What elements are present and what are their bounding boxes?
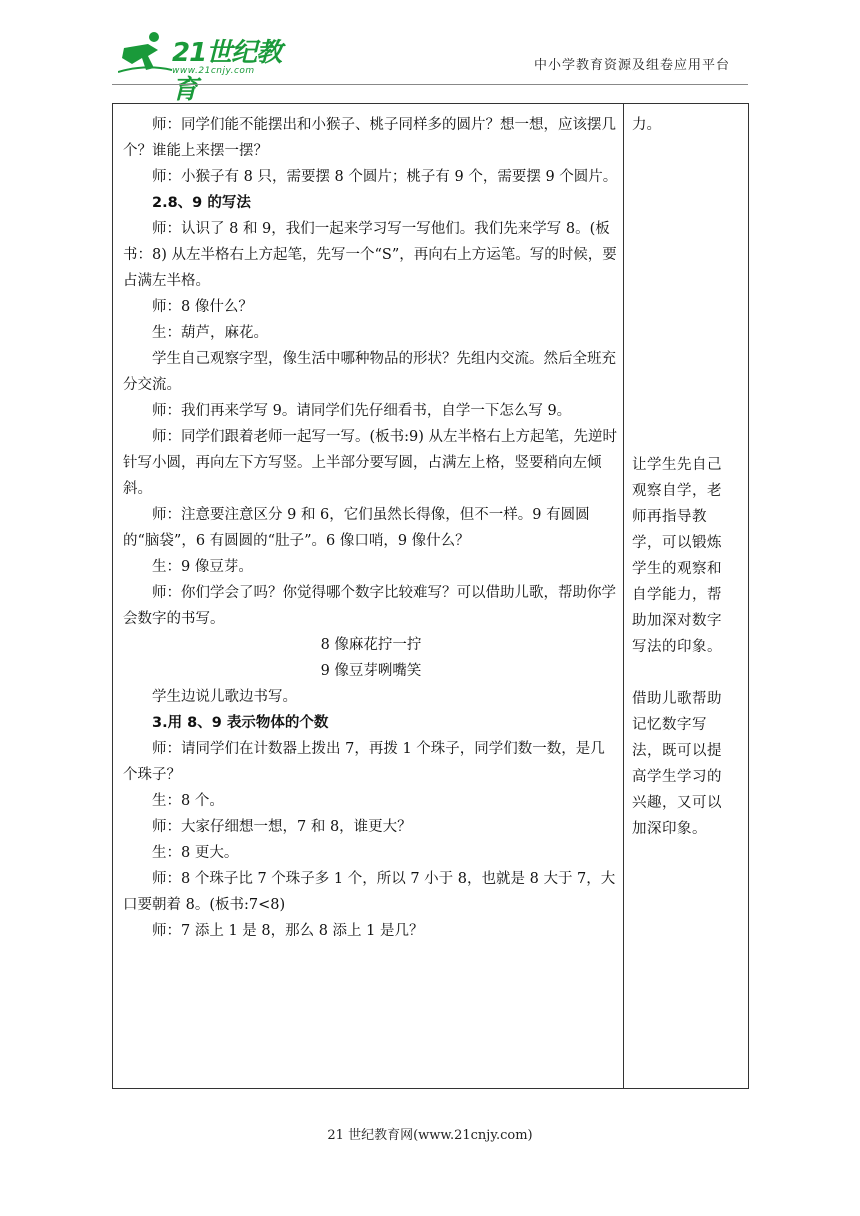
rhyme-line: 8 像麻花拧一拧	[320, 637, 422, 653]
paragraph: 学生边说儿歌边书写。	[152, 689, 297, 705]
paragraph: 师：你们学会了吗？你觉得哪个数字比较难写？可以借助儿歌，帮助你学会数字的书写。	[123, 585, 616, 627]
logo-url: www.21cnjy.com	[172, 66, 255, 76]
paragraph: 师：7 添上 1 是 8，那么 8 添上 1 是几？	[152, 923, 424, 939]
lesson-table	[112, 103, 749, 1089]
paragraph: 师：注意要注意区分 9 和 6，它们虽然长得像，但不一样。9 有圆圆的“脑袋”，6 有圆圆的“肚子”。6 像口哨，9 像什么？	[123, 507, 590, 549]
paragraph: 师：认识了 8 和 9，我们一起来学习写一写他们。我们先来学写 8。(板书：8) 从左半格右上方起笔，先写一个“S”，再向右上方运笔。写的时候，要占满左半格。	[123, 221, 617, 289]
note-line: 借助儿歌帮助	[632, 691, 722, 707]
header-rule	[112, 84, 748, 85]
paragraph: 师：8 像什么？	[152, 299, 253, 315]
paragraph: 师：8 个珠子比 7 个珠子多 1 个，所以 7 小于 8，也就是 8 大于 7，大口要朝着 8。(板书:7<8)	[123, 871, 616, 913]
design-intent-note-2	[632, 452, 744, 660]
note-line: 师再指导教	[632, 509, 707, 525]
paragraph: 师：小猴子有 8 只，需要摆 8 个圆片；桃子有 9 个，需要摆 9 个圆片。	[152, 169, 618, 185]
note-line: 高学生学习的	[632, 769, 722, 785]
teaching-process-column	[123, 112, 619, 944]
paragraph: 生：9 像豆芽。	[152, 559, 253, 575]
paragraph: 师：同学们能不能摆出和小猴子、桃子同样多的圆片？想一想，应该摆几个？谁能上来摆一摆？	[123, 117, 616, 159]
note-line: 学，可以锻炼	[632, 535, 722, 551]
note-line: 观察自学，老	[632, 483, 722, 499]
paragraph: 生：8 更大。	[152, 845, 239, 861]
page-footer: 21 世纪教育网(www.21cnjy.com)	[327, 1128, 533, 1143]
paragraph: 师：同学们跟着老师一起写一写。(板书:9) 从左半格右上方起笔，先逆时针写小圆，再向左下方写竖。上半部分要写圆，占满左上格，竖要稍向左倾斜。	[123, 429, 618, 497]
note-line: 让学生先自己	[632, 457, 722, 473]
paragraph: 生：8 个。	[152, 793, 224, 809]
note-line: 法，既可以提	[632, 743, 722, 759]
note-line: 写法的印象。	[632, 639, 722, 655]
section-heading: 2.8、9 的写法	[152, 195, 251, 211]
note-line: 力。	[632, 117, 661, 133]
site-logo	[118, 28, 283, 105]
paragraph: 师：我们再来学写 9。请同学们先仔细看书，自学一下怎么写 9。	[152, 403, 572, 419]
paragraph: 学生自己观察字型，像生活中哪种物品的形状？先组内交流。然后全班充分交流。	[123, 351, 616, 393]
paragraph: 师：请同学们在计数器上拨出 7，再拨 1 个珠子，同学们数一数，是几个珠子？	[123, 741, 605, 783]
paragraph: 生：葫芦，麻花。	[152, 325, 268, 341]
note-line: 助加深对数字	[632, 613, 722, 629]
note-line: 自学能力，帮	[632, 587, 722, 603]
section-heading: 3.用 8、9 表示物体的个数	[152, 715, 329, 731]
note-line: 加深印象。	[632, 821, 707, 837]
design-intent-note-1	[632, 112, 744, 138]
page-header	[0, 0, 860, 105]
column-divider	[623, 104, 624, 1088]
paragraph: 师：大家仔细想一想，7 和 8，谁更大？	[152, 819, 412, 835]
runner-logo-icon	[118, 28, 172, 74]
logo-text: 21世纪教育	[172, 38, 282, 105]
platform-title: 中小学教育资源及组卷应用平台	[533, 58, 730, 73]
note-line: 兴趣，又可以	[632, 795, 722, 811]
rhyme-line: 9 像豆芽咧嘴笑	[320, 663, 422, 679]
note-line: 学生的观察和	[632, 561, 722, 577]
note-line: 记忆数字写	[632, 717, 707, 733]
design-intent-note-3	[632, 686, 744, 842]
